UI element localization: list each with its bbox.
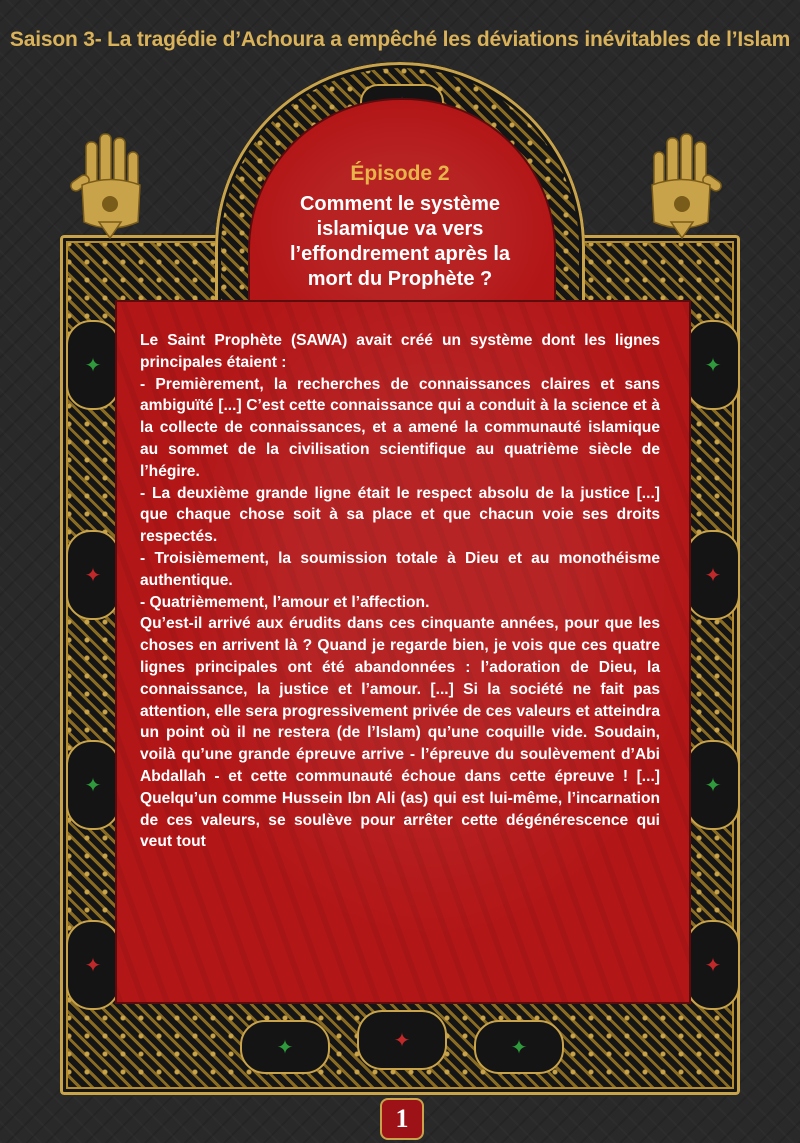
- hamsa-hand-icon: [64, 130, 156, 240]
- calligraphy-glyph-icon: ✦: [276, 1035, 294, 1059]
- body-paragraph: - Troisièmement, la soumission totale à Dieu et au monothéisme authentique.: [140, 549, 660, 589]
- hamsa-hand-icon: [636, 130, 728, 240]
- body-paragraph: - Premièrement, la recherches de connaissances claires et sans ambiguïté [...] C’est cette connaissance qui a conduit à la science et à la collecte de connaissances, et a amené la communauté islamique au sommet de la civilisation scientifique au quatrième siècle de l’hégire.: [140, 375, 660, 480]
- calligraphy-glyph-icon: ✦: [84, 773, 102, 797]
- episode-label: Épisode 2: [350, 162, 450, 185]
- calligraphy-plaque-icon: [357, 1010, 447, 1070]
- calligraphy-plaque-icon: [686, 740, 740, 830]
- body-paragraph: - Quatrièmement, l’amour et l’affection.: [140, 593, 430, 611]
- calligraphy-glyph-icon: ✦: [510, 1035, 528, 1059]
- body-text: [140, 330, 660, 853]
- calligraphy-plaque-icon: [240, 1020, 330, 1074]
- calligraphy-plaque-icon: [686, 320, 740, 410]
- calligraphy-plaque-icon: [66, 920, 120, 1010]
- calligraphy-glyph-icon: ✦: [704, 353, 722, 377]
- calligraphy-glyph-icon: ✦: [84, 953, 102, 977]
- calligraphy-plaque-icon: [66, 530, 120, 620]
- calligraphy-plaque-icon: [686, 530, 740, 620]
- calligraphy-glyph-icon: ✦: [704, 563, 722, 587]
- calligraphy-glyph-icon: ✦: [84, 353, 102, 377]
- calligraphy-plaque-icon: [66, 740, 120, 830]
- calligraphy-plaque-icon: [686, 920, 740, 1010]
- calligraphy-plaque-icon: [66, 320, 120, 410]
- page-header-title: Saison 3- La tragédie d’Achoura a empêché les déviations inévitables de l’Islam: [9, 28, 791, 51]
- body-paragraph: Qu’est-il arrivé aux érudits dans ces cinquante années, pour que les choses en arrivent là ? Quand je regarde bien, je vois que ces quatre lignes principales ont été abandonnées : l’adoration de Dieu, la connaissance, la justice et l’amour. [...] Si la société ne fait pas attention, elle sera progressivement privée de ces valeurs et atteindra un point où il ne restera (de l’Islam) qu’une coquille vide. Soudain, voilà qu’une grande épreuve arrive - l’épreuve du soulèvement d’Abi Abdallah - et cette communauté échoue dans cette épreuve ! [...] Quelqu’un comme Hussein Ibn Ali (as) qui est lui-même, l’incarnation de ces valeurs, se soulève pour arrêter cette dégénérescence qui veut tout: [140, 615, 660, 851]
- episode-title: Comment le système islamique va vers l’effondrement après la mort du Prophète ?: [289, 193, 511, 290]
- calligraphy-glyph-icon: ✦: [704, 773, 722, 797]
- page-number-badge: 1: [380, 1098, 424, 1140]
- calligraphy-glyph-icon: ✦: [393, 1028, 411, 1052]
- calligraphy-glyph-icon: ✦: [84, 563, 102, 587]
- body-paragraph: - La deuxième grande ligne était le respect absolu de la justice [...] que chaque chose soit à sa place et que chacun voie ses droits respectés.: [140, 484, 660, 546]
- calligraphy-plaque-icon: [474, 1020, 564, 1074]
- body-paragraph: Le Saint Prophète (SAWA) avait créé un système dont les lignes principales étaient :: [140, 332, 660, 371]
- calligraphy-glyph-icon: ✦: [704, 953, 722, 977]
